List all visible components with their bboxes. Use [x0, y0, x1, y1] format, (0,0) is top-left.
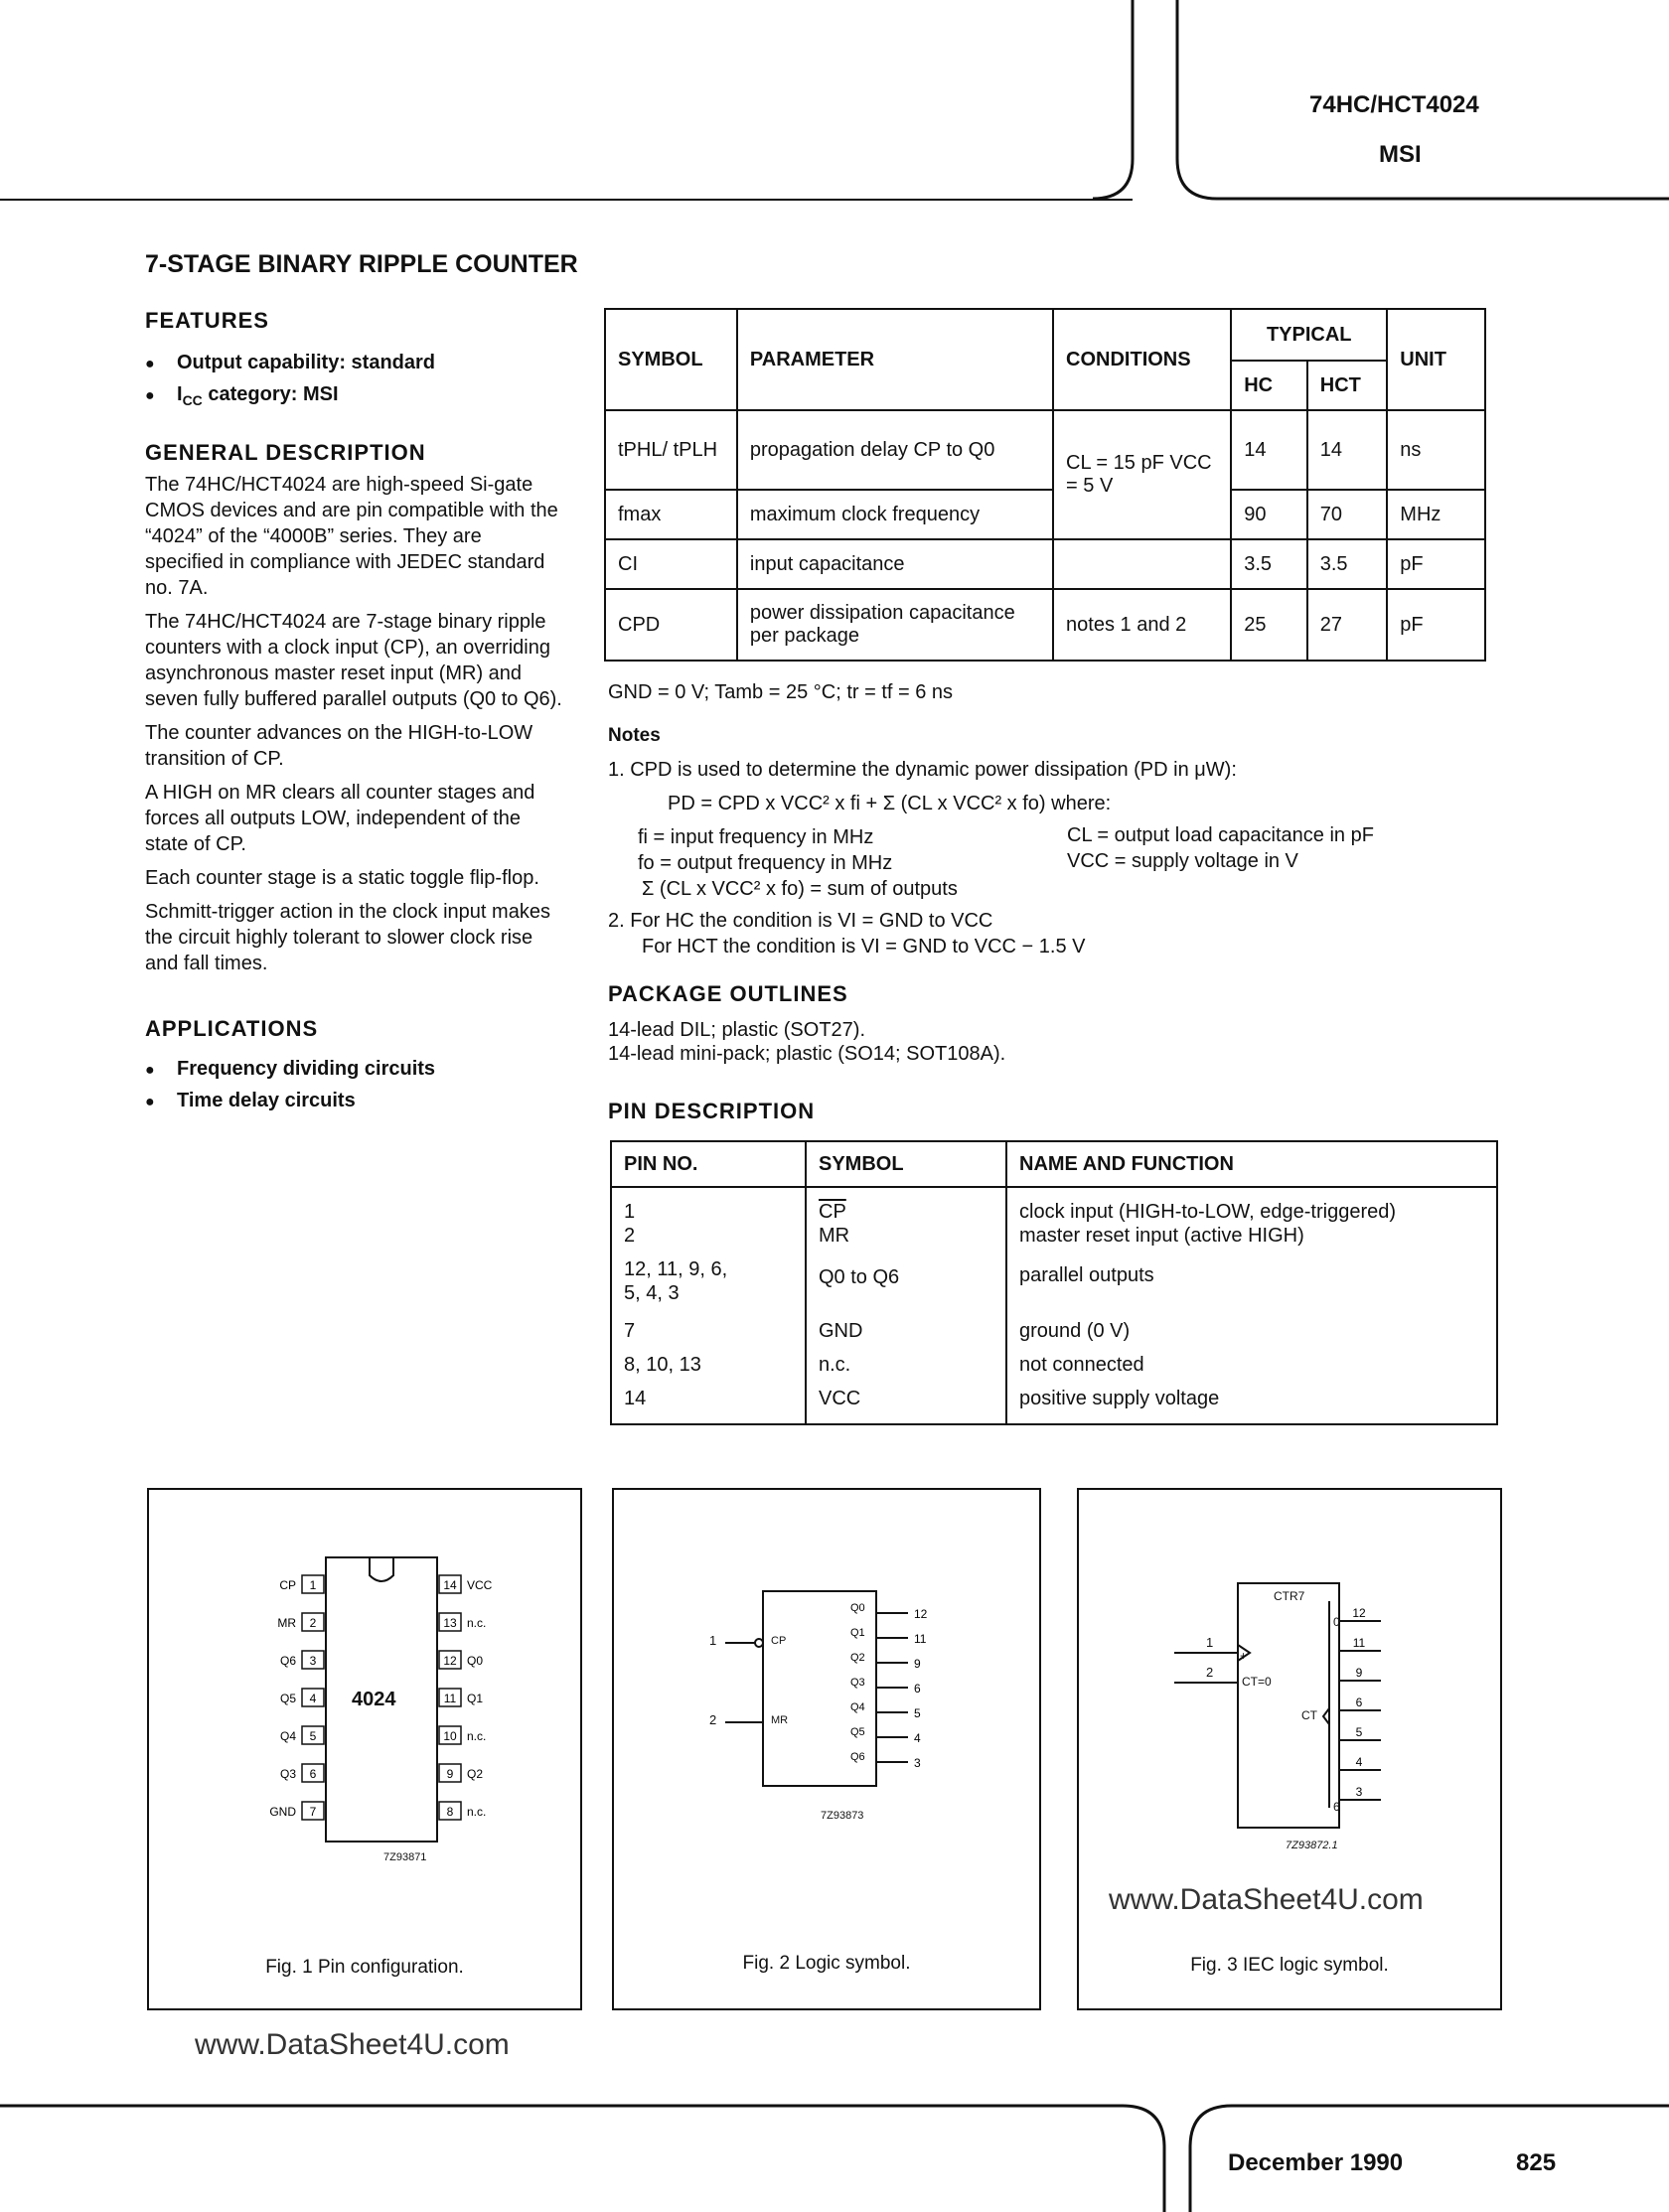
col-unit: UNIT — [1387, 309, 1485, 410]
note-cl: CL = output load capacitance in pF — [1067, 824, 1374, 846]
pin-function: master reset input (active HIGH) — [1006, 1224, 1497, 1257]
output-label: Q5 — [850, 1726, 865, 1738]
col-conditions: CONDITIONS — [1053, 309, 1231, 410]
description-paragraph: The 74HC/HCT4024 are high-speed Si-gate CMOS devices and are pin compatible with the “4024” of the “4000B” series. They are specified in compliance with JEDEC standard no. 7A. — [145, 474, 558, 599]
output-pin-number: 4 — [1355, 1755, 1363, 1769]
cell-hc: 3.5 — [1231, 539, 1307, 589]
quick-reference-table — [604, 308, 1486, 662]
pin-number: 9 — [446, 1767, 454, 1781]
pin-label: Q4 — [279, 1729, 296, 1743]
note-fi: fi = input frequency in MHz — [638, 826, 874, 848]
cell-hc: 14 — [1231, 410, 1307, 490]
cell-parameter: propagation delay CP to Q0 — [737, 410, 1053, 490]
pin-symbol: $\overline{CP}$ — [806, 1187, 1006, 1224]
output-label: Q3 — [850, 1677, 865, 1689]
header-part-number: 74HC/HCT4024 — [1309, 91, 1479, 118]
output-pin-number: 12 — [914, 1607, 928, 1621]
note-vcc: VCC = supply voltage in V — [1067, 850, 1298, 872]
col-typical: TYPICAL — [1231, 309, 1387, 361]
page-title: 7-STAGE BINARY RIPPLE COUNTER — [145, 250, 578, 278]
description-paragraph: A HIGH on MR clears all counter stages and forces all outputs LOW, independent of the state of CP. — [145, 782, 535, 855]
cell-hct: 70 — [1307, 490, 1388, 539]
pin-label: MR — [277, 1616, 296, 1630]
pin-function: not connected — [1006, 1353, 1497, 1387]
pin-number: 11 — [443, 1692, 457, 1705]
output-pin-number: 3 — [914, 1756, 921, 1770]
general-description — [145, 472, 562, 976]
iec-symbol-diagram — [1079, 1490, 1500, 1927]
pin-label: n.c. — [467, 1616, 487, 1630]
output-pin-number: 11 — [1352, 1636, 1366, 1650]
pin-number: 12 — [443, 1654, 457, 1668]
pin-no: 1 — [611, 1187, 806, 1224]
figure-pin-configuration — [147, 1488, 582, 2010]
left-column — [145, 308, 562, 1117]
description-paragraph: The counter advances on the HIGH-to-LOW transition of CP. — [145, 722, 533, 770]
output-label: Q2 — [850, 1652, 865, 1664]
pin-no: 2 — [611, 1224, 806, 1257]
cell-symbol: CPD — [605, 589, 737, 661]
cell-symbol: tPHL/ tPLH — [605, 410, 737, 490]
col-name-function: NAME AND FUNCTION — [1006, 1141, 1497, 1187]
features-list — [145, 348, 562, 416]
applications-heading: APPLICATIONS — [145, 1016, 319, 1041]
pin-description-heading: PIN DESCRIPTION — [608, 1099, 816, 1123]
figure-code: 7Z93873 — [821, 1810, 864, 1822]
cell-conditions — [1053, 539, 1231, 589]
watermark: www.DataSheet4U.com — [195, 2028, 510, 2061]
mr-label: MR — [771, 1714, 789, 1726]
pin-symbol: Q0 to Q6 — [806, 1257, 1006, 1319]
cell-parameter: maximum clock frequency — [737, 490, 1053, 539]
pin-function: ground (0 V) — [1006, 1319, 1497, 1353]
cell-hct: 14 — [1307, 410, 1388, 490]
cell-unit: ns — [1387, 410, 1485, 490]
notes-heading: Notes — [608, 725, 661, 746]
cell-hc: 25 — [1231, 589, 1307, 661]
output-pin-number: 12 — [1352, 1606, 1366, 1620]
figure-code: 7Z93872.1 — [1286, 1840, 1338, 1851]
note-formula: PD = CPD x VCC² x fi + Σ (CL x VCC² x fo) where: — [668, 793, 1112, 814]
figure-code: 7Z93871 — [383, 1851, 427, 1863]
figure-caption: Fig. 3 IEC logic symbol. — [1190, 1955, 1389, 1976]
cell-conditions: notes 1 and 2 — [1053, 589, 1231, 661]
pin-number: 4 — [309, 1692, 317, 1705]
pin-label: Q1 — [467, 1692, 484, 1705]
plus-label: + — [1240, 1649, 1248, 1663]
description-paragraph: The 74HC/HCT4024 are 7-stage binary ripple counters with a clock input (CP), an overriding asynchronous master reset input (MR) and seven fully buffered parallel outputs (Q0 to Q6). — [145, 611, 562, 710]
package-line-2: 14-lead mini-pack; plastic (SO14; SOT108A). — [608, 1043, 1006, 1065]
cell-conditions: CL = 15 pF VCC = 5 V — [1053, 410, 1231, 539]
cell-symbol: fmax — [605, 490, 737, 539]
pin-label: GND — [269, 1805, 296, 1819]
pin-number: 8 — [446, 1805, 454, 1819]
cell-unit: pF — [1387, 589, 1485, 661]
pin-label: n.c. — [467, 1805, 487, 1819]
pin-number: 6 — [309, 1767, 317, 1781]
footer-frame — [0, 2086, 1669, 2212]
pin-number: 1 — [309, 1578, 317, 1592]
range-top-label: 0 — [1333, 1615, 1340, 1629]
col-pin-symbol: SYMBOL — [806, 1141, 1006, 1187]
chip-label: 4024 — [352, 1689, 396, 1710]
pin-no: 7 — [611, 1319, 806, 1353]
output-pin-number: 6 — [1355, 1696, 1363, 1709]
pin-number: 5 — [309, 1729, 317, 1743]
input-1-pin: 1 — [1206, 1635, 1214, 1650]
col-hct: HCT — [1307, 361, 1388, 410]
pin-symbol: VCC — [806, 1387, 1006, 1424]
description-paragraph: Schmitt-trigger action in the clock input makes the circuit highly tolerant to slower clock rise and fall times. — [145, 901, 550, 974]
pin-label: CP — [279, 1578, 296, 1592]
output-pin-number: 9 — [914, 1657, 921, 1671]
header-rule-left — [0, 199, 1133, 201]
cell-symbol: CI — [605, 539, 737, 589]
features-heading: FEATURES — [145, 308, 269, 333]
col-symbol: SYMBOL — [605, 309, 737, 410]
feature-item: ● $I_{CC}$ category: MSI — [145, 379, 562, 416]
output-pin-number: 11 — [914, 1632, 927, 1646]
pin-label: Q2 — [467, 1767, 484, 1781]
pin-function: parallel outputs — [1006, 1257, 1497, 1319]
cell-parameter: input capacitance — [737, 539, 1053, 589]
pin-symbol: n.c. — [806, 1353, 1006, 1387]
note-fo: fo = output frequency in MHz — [638, 852, 893, 874]
pin-number: 10 — [443, 1729, 457, 1743]
pin-symbol: GND — [806, 1319, 1006, 1353]
pin-no: 14 — [611, 1387, 806, 1424]
pin-symbol: MR — [806, 1224, 1006, 1257]
cell-unit: MHz — [1387, 490, 1485, 539]
figure-logic-symbol — [612, 1488, 1041, 2010]
pin-description-table — [610, 1140, 1498, 1425]
feature-item: ● Output capability: standard — [145, 348, 562, 379]
note-2b: For HCT the condition is VI = GND to VCC − 1.5 V — [642, 936, 1086, 958]
pin-number: 2 — [309, 1616, 317, 1630]
pin-label: VCC — [467, 1578, 493, 1592]
pin-label: Q6 — [279, 1654, 296, 1668]
output-pin-number: 5 — [1355, 1725, 1363, 1739]
pin-number: 14 — [443, 1578, 457, 1592]
ct-label: CT — [1301, 1708, 1317, 1722]
input-2-pin: 2 — [1206, 1665, 1214, 1680]
pin-label: n.c. — [467, 1729, 487, 1743]
output-pin-number: 3 — [1355, 1785, 1363, 1799]
figure-caption: Fig. 1 Pin configuration. — [265, 1957, 464, 1978]
figure-caption: Fig. 2 Logic symbol. — [742, 1953, 911, 1974]
figure-iec-symbol — [1077, 1488, 1502, 2010]
header-category: MSI — [1379, 141, 1422, 168]
pin-no: 8, 10, 13 — [611, 1353, 806, 1387]
footer-date: December 1990 — [1228, 2149, 1404, 2176]
pin-number: 13 — [443, 1616, 457, 1630]
description-paragraph: Each counter stage is a static toggle flip-flop. — [145, 867, 539, 889]
note-1: 1. CPD is used to determine the dynamic power dissipation (PD in μW): — [608, 759, 1237, 781]
pin-function: clock input (HIGH-to-LOW, edge-triggered) — [1006, 1187, 1497, 1224]
output-label: Q1 — [850, 1627, 865, 1639]
range-bottom-label: 6 — [1333, 1800, 1340, 1814]
logic-symbol-diagram — [614, 1490, 1039, 1927]
footer-page-number: 825 — [1516, 2149, 1557, 2176]
ct-zero-label: CT=0 — [1242, 1675, 1272, 1689]
cell-hc: 90 — [1231, 490, 1307, 539]
cp-label: CP — [771, 1635, 787, 1647]
output-pin-number: 4 — [914, 1731, 921, 1745]
cell-unit: pF — [1387, 539, 1485, 589]
output-label: Q6 — [850, 1751, 865, 1763]
pin-label: Q5 — [279, 1692, 296, 1705]
pin-label: Q3 — [279, 1767, 296, 1781]
output-pin-number: 9 — [1355, 1666, 1363, 1680]
pin-no: 12, 11, 9, 6, 5, 4, 3 — [611, 1257, 806, 1319]
output-label: Q4 — [850, 1701, 865, 1713]
watermark: www.DataSheet4U.com — [1109, 1883, 1424, 1916]
pin-label: Q0 — [467, 1654, 484, 1668]
col-parameter: PARAMETER — [737, 309, 1053, 410]
mr-pin-number: 2 — [709, 1712, 717, 1727]
cp-pin-number: 1 — [709, 1633, 717, 1648]
note-sum: Σ (CL x VCC² x fo) = sum of outputs — [642, 878, 958, 900]
general-description-heading: GENERAL DESCRIPTION — [145, 440, 426, 465]
package-outlines-heading: PACKAGE OUTLINES — [608, 981, 848, 1006]
note-2a: 2. For HC the condition is VI = GND to VCC — [608, 910, 993, 932]
output-pin-number: 6 — [914, 1682, 921, 1696]
pin-number: 7 — [309, 1805, 317, 1819]
pin-number: 3 — [309, 1654, 317, 1668]
ctr-label: CTR7 — [1274, 1589, 1305, 1603]
pin-function: positive supply voltage — [1006, 1387, 1497, 1424]
application-item: ● Frequency dividing circuits — [145, 1054, 562, 1086]
package-line-1: 14-lead DIL; plastic (SOT27). — [608, 1019, 865, 1041]
cell-parameter: power dissipation capacitance per package — [737, 589, 1053, 661]
application-item: ● Time delay circuits — [145, 1086, 562, 1117]
output-pin-number: 5 — [914, 1706, 921, 1720]
cell-hct: 3.5 — [1307, 539, 1388, 589]
applications-list — [145, 1054, 562, 1117]
output-label: Q0 — [850, 1602, 865, 1614]
col-hc: HC — [1231, 361, 1307, 410]
cell-hct: 27 — [1307, 589, 1388, 661]
col-pin-no: PIN NO. — [611, 1141, 806, 1187]
table-footnote: GND = 0 V; Tamb = 25 °C; tr = tf = 6 ns — [608, 681, 954, 703]
